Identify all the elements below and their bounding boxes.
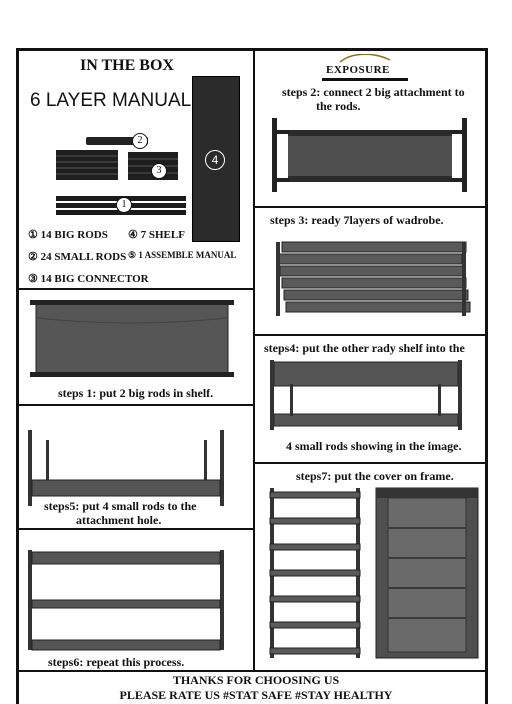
logo-swoosh-icon bbox=[338, 54, 392, 64]
step2-caption-line1: steps 2: connect 2 big attachment to bbox=[282, 85, 465, 99]
box-item-3: ③ 14 BIG CONNECTOR bbox=[28, 273, 149, 285]
manual-title: 6 LAYER MANUAL bbox=[30, 90, 192, 111]
step7-frame-image bbox=[266, 488, 364, 660]
footer-rate: PLEASE RATE US #STAT SAFE #STAY HEALTHY bbox=[119, 688, 393, 702]
divider-footer bbox=[16, 670, 488, 672]
step5-caption-line2: attachment hole. bbox=[76, 513, 162, 527]
step4-caption-line2: 4 small rods showing in the image. bbox=[286, 439, 462, 453]
step6-image bbox=[26, 546, 226, 654]
step6-caption: steps6: repeat this process. bbox=[48, 655, 185, 669]
box-title: IN THE BOX bbox=[80, 57, 174, 74]
part-label-4: 4 bbox=[205, 150, 225, 170]
box-item-4: ④ 7 SHELF bbox=[128, 229, 185, 241]
step1-caption: steps 1: put 2 big rods in shelf. bbox=[58, 386, 214, 400]
step1-image bbox=[30, 298, 234, 384]
box-item-5: ⑤ 1 ASSEMBLE MANUAL bbox=[128, 250, 237, 260]
step4-caption-line1: steps4: put the other rady shelf into the bbox=[264, 341, 465, 355]
divider-left-3 bbox=[16, 528, 254, 530]
step2-caption-line2: the rods. bbox=[316, 99, 361, 113]
step5-image bbox=[26, 430, 226, 508]
divider-right-1 bbox=[254, 206, 488, 208]
step3-image bbox=[272, 234, 472, 326]
logo-underline bbox=[322, 78, 408, 81]
brand-logo-text: EXPOSURE bbox=[326, 64, 390, 76]
divider-right-2 bbox=[254, 334, 488, 336]
divider-left-1 bbox=[16, 288, 254, 290]
part-label-2: 2 bbox=[132, 133, 148, 149]
divider-vertical bbox=[253, 48, 255, 670]
step4-image bbox=[266, 356, 466, 436]
box-item-2: ② 24 SMALL RODS bbox=[28, 251, 127, 263]
step3-caption: steps 3: ready 7layers of wadrobe. bbox=[270, 213, 444, 227]
step2-image bbox=[268, 116, 472, 194]
small-rods-bundle-image bbox=[56, 150, 118, 180]
divider-right-3 bbox=[254, 462, 488, 464]
part-label-1: 1 bbox=[116, 197, 132, 213]
brand-logo bbox=[322, 56, 408, 78]
box-item-1: ① 14 BIG RODS bbox=[28, 229, 108, 241]
step7-cover-image bbox=[372, 482, 482, 662]
footer-thanks: THANKS FOR CHOOSING US bbox=[172, 673, 340, 687]
step5-caption-line1: steps5: put 4 small rods to the bbox=[44, 499, 197, 513]
part-label-3: 3 bbox=[151, 163, 167, 179]
divider-left-2 bbox=[16, 404, 254, 406]
step7-caption: steps7: put the cover on frame. bbox=[296, 469, 454, 483]
